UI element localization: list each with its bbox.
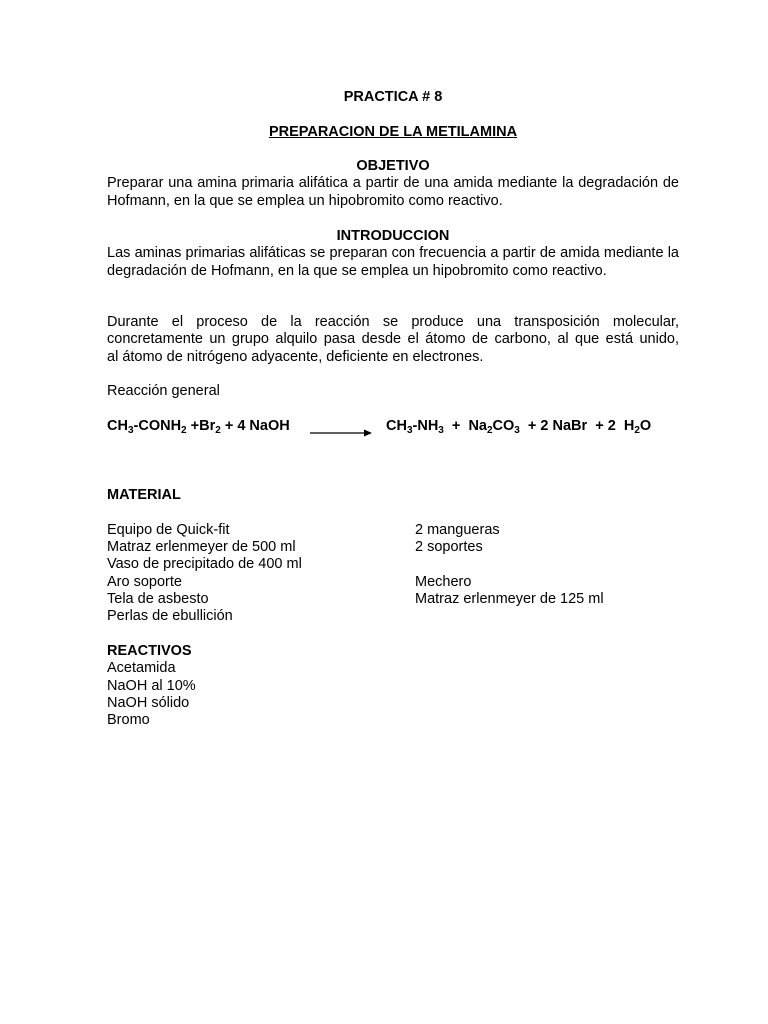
introduccion-paragraph-1: Las aminas primarias alifáticas se preparan con frecuencia a partir de amida mediante la degradación de Hofmann, en la que se emplea un hipobromito como reactivo. <box>107 245 679 279</box>
introduccion-paragraph-2-line-1: Durante el proceso de la reacción se produce una transposición molecular, <box>107 314 679 330</box>
reactivo-item: NaOH al 10% <box>107 678 196 694</box>
reaccion-general-label: Reacción general <box>107 383 220 399</box>
reactivo-item: Bromo <box>107 712 150 728</box>
material-item: Vaso de precipitado de 400 ml <box>107 556 302 572</box>
material-item: Mechero <box>415 574 472 590</box>
material-item: Matraz erlenmeyer de 125 ml <box>415 591 604 607</box>
reaction-arrow-icon <box>310 424 372 438</box>
reaction-products: $CH_3-NH_3 + Na_2CO_3 + 2$ NaBr + 2 $H_2O$ <box>386 418 652 436</box>
reactivo-item: NaOH sólido <box>107 695 190 711</box>
introduccion-heading: INTRODUCCION <box>336 228 450 244</box>
practice-number: PRACTICA # 8 <box>343 89 443 105</box>
reaction-reactants: $CH_3-CONH_2 +Br_2 + 4$ NaOH <box>107 418 290 436</box>
reactivo-item: Acetamida <box>107 660 176 676</box>
document-title: PREPARACION DE LA METILAMINA <box>268 124 518 140</box>
objetivo-heading: OBJETIVO <box>356 158 430 174</box>
material-heading: MATERIAL <box>107 487 181 503</box>
material-item: Equipo de Quick-fit <box>107 522 230 538</box>
material-item: Tela de asbesto <box>107 591 209 607</box>
material-item: 2 soportes <box>415 539 483 555</box>
material-item: Matraz erlenmeyer de 500 ml <box>107 539 296 555</box>
material-item: Perlas de ebullición <box>107 608 233 624</box>
introduccion-paragraph-2-line-2: concretamente un grupo alquilo pasa desde el átomo de carbono, al que está unido, <box>107 331 679 347</box>
objetivo-text: Preparar una amina primaria alifática a partir de una amida mediante la degradación de Hofmann, en la que se emplea un hipobromito como reactivo. <box>107 175 679 209</box>
material-item: 2 mangueras <box>415 522 500 538</box>
material-item: Aro soporte <box>107 574 182 590</box>
reactivos-heading: REACTIVOS <box>107 643 192 659</box>
introduccion-paragraph-2-line-3: al átomo de nitrógeno adyacente, deficiente en electrones. <box>107 349 484 365</box>
